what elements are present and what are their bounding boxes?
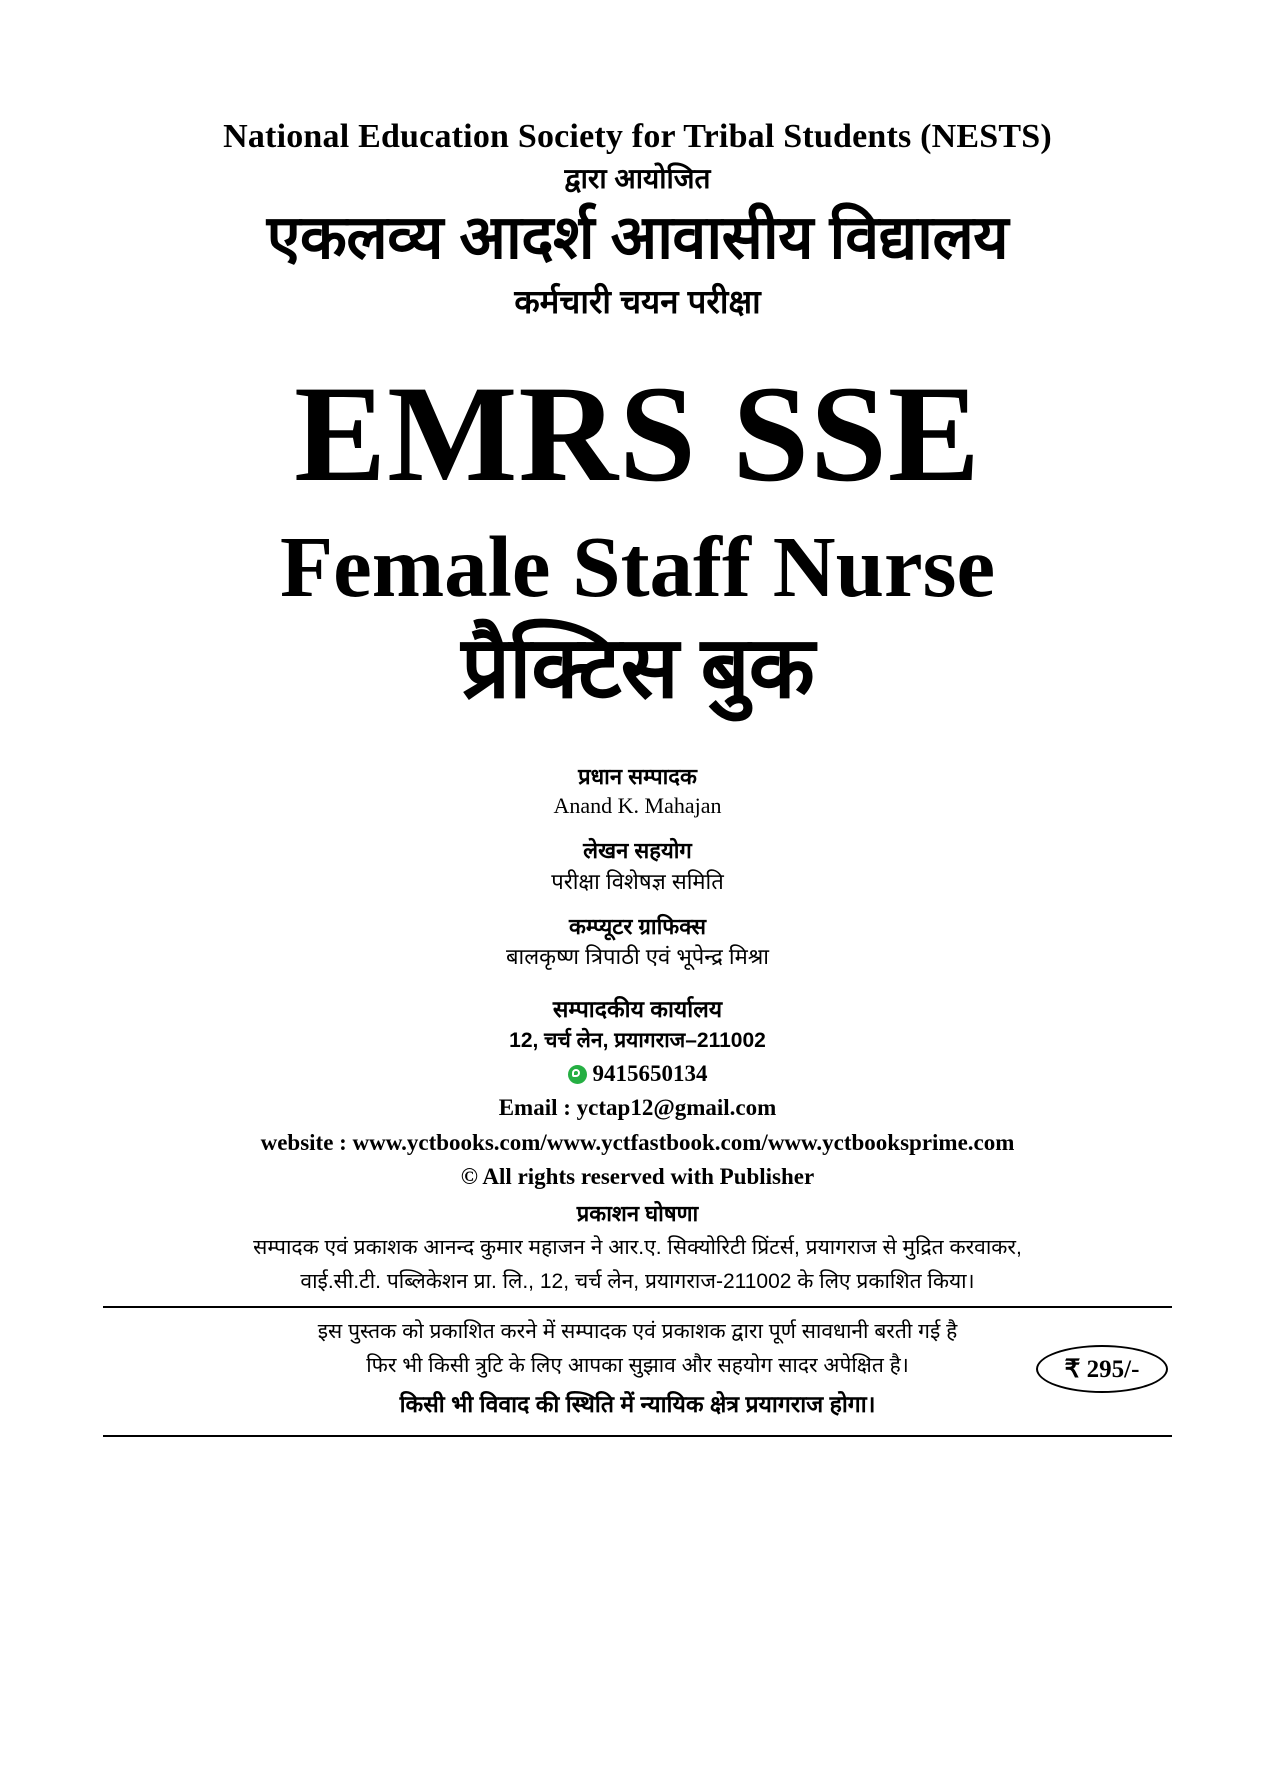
bottom-rule [103,1435,1172,1437]
book-type-title: प्रैक्टिस बुक [461,619,814,716]
credits-section [85,762,1190,974]
whatsapp-icon [568,1065,587,1084]
writing-support-label: लेखन सहयोग [583,838,692,864]
post-title: Female Staff Nurse [279,518,996,616]
notes-section [85,1315,1190,1382]
conducted-by-label: द्वारा आयोजित [564,163,711,195]
computer-graphics-label: कम्प्यूटर ग्राफिक्स [569,913,706,939]
editorial-office-heading: सम्पादकीय कार्यालय [552,996,723,1023]
phone-number: 9415650134 [592,1060,708,1086]
editorial-office-address: 12, चर्च लेन, प्रयागराज–211002 [509,1029,766,1053]
website-row: website : www.yctbooks.com/www.yctfastbook.com/www.yctbooksprime.com [260,1129,1015,1155]
computer-graphics-name: बालकृष्ण त्रिपाठी एवं भूपेन्द्र मिश्रा [506,944,769,970]
writing-support-name: परीक्षा विशेषज्ञ समिति [551,868,724,894]
declaration-heading: प्रकाशन घोषणा [576,1200,699,1226]
divider-rule [103,1306,1172,1308]
copyright-row: © All rights reserved with Publisher [460,1164,815,1190]
scheme-name: एकलव्य आदर्श आवासीय विद्यालय [266,202,1009,271]
chief-editor-label: प्रधान सम्पादक [578,763,697,789]
declaration-section [85,1197,1190,1299]
exam-name: कर्मचारी चयन परीक्षा [514,282,761,320]
email-row: Email : yctap12@gmail.com [498,1095,777,1121]
declaration-line-2: वाई.सी.टी. पब्लिकेशन प्रा. लि., 12, चर्च लेन, प्रयागराज-211002 के लिए प्रकाशित किया। [300,1270,975,1294]
note-line-1: इस पुस्तक को प्रकाशित करने में सम्पादक एवं प्रकाशक द्वारा पूर्ण सावधानी बरती गई है [317,1319,958,1343]
organization-name: National Education Society for Tribal Students (NESTS) [223,118,1052,155]
chief-editor-name: Anand K. Mahajan [553,793,722,819]
book-cover-page [0,118,1275,1768]
declaration-line-1: सम्पादक एवं प्रकाशक आनन्द कुमार महाजन ने आर.ए. सिक्योरिटी प्रिंटर्स, प्रयागराज से मुद्रित करवाकर, [253,1235,1022,1259]
editorial-office-section [85,993,1190,1195]
exam-code-title: EMRS SSE [294,357,981,511]
jurisdiction-line: किसी भी विवाद की स्थिति में न्यायिक क्षेत्र प्रयागराज होगा। [399,1391,876,1418]
note-line-2: फिर भी किसी त्रुटि के लिए आपका सुझाव और सहयोग सादर अपेक्षित है। [366,1353,909,1377]
price-badge: ₹ 295/- [1036,1345,1168,1393]
phone-row [85,1057,1190,1092]
